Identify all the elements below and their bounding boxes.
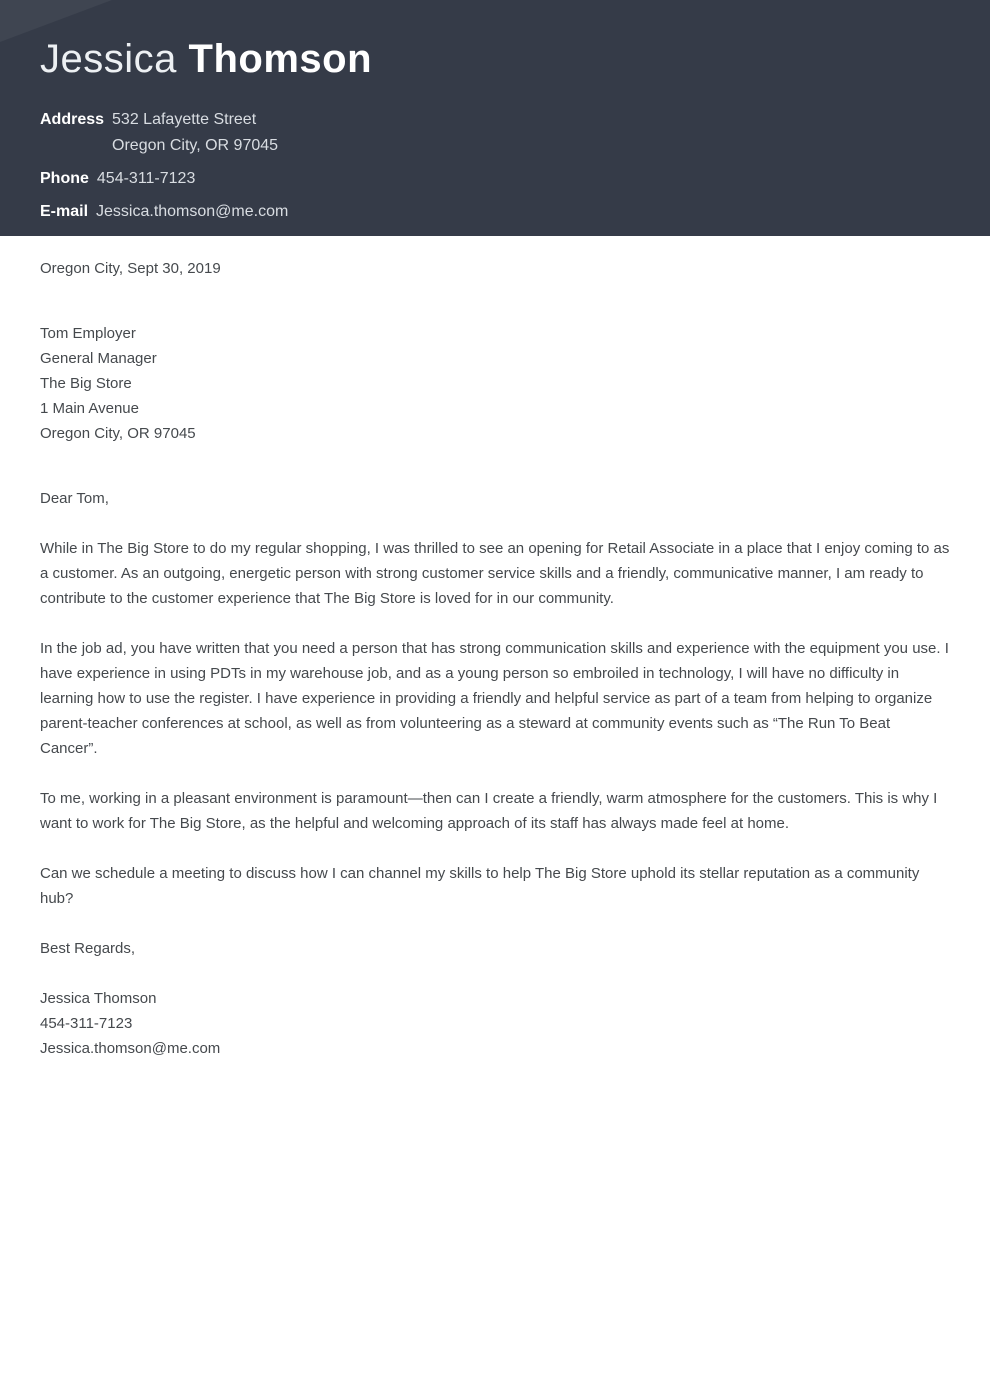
candidate-name	[40, 36, 950, 82]
paragraph-call-to-action: Can we schedule a meeting to discuss how I can channel my skills to help The Big Store uphold its stellar reputation as a community hub?	[40, 865, 920, 907]
contact-row-email	[40, 199, 950, 225]
recipient-company: The Big Store	[40, 375, 132, 392]
contact-row-address	[40, 107, 950, 159]
recipient-city: Oregon City, OR 97045	[40, 425, 196, 442]
signature-email: Jessica.thomson@me.com	[40, 1040, 221, 1057]
address-label: Address	[40, 111, 105, 128]
signature-block	[40, 986, 950, 1061]
phone-label: Phone	[40, 170, 89, 187]
candidate-last-name: Thomson	[188, 37, 372, 81]
salutation: Dear Tom,	[40, 490, 109, 507]
letter-header	[0, 0, 990, 236]
contact-row-phone	[40, 166, 950, 192]
address-value	[112, 107, 278, 159]
letter-body	[0, 236, 990, 1061]
paragraph-motivation: To me, working in a pleasant environment is paramount—then can I create a friendly, warm atmosphere for the customers. This is why I want to work for The Big Store, as the helpful and welcoming approach of its staff has always made feel at home.	[40, 790, 938, 832]
recipient-street: 1 Main Avenue	[40, 400, 139, 417]
address-line-1: 532 Lafayette Street	[112, 111, 257, 128]
recipient-title: General Manager	[40, 350, 157, 367]
address-line-2: Oregon City, OR 97045	[112, 137, 279, 154]
date-line: Oregon City, Sept 30, 2019	[40, 260, 221, 277]
email-label: E-mail	[40, 203, 89, 220]
recipient-name: Tom Employer	[40, 325, 136, 342]
paragraph-experience: In the job ad, you have written that you need a person that has strong communication skills and experience with the equipment you use. I have experience in using PDTs in my warehouse job, and as a young person so embroiled in technology, I will have no difficulty in learning how to use the register. I have experience in providing a friendly and helpful service as part of a team from helping to organize parent-teacher conferences at school, as well as from volunteering as a steward at community events such as “The Run To Beat Cancer”.	[40, 640, 949, 757]
recipient-block	[40, 321, 950, 446]
email-value: Jessica.thomson@me.com	[96, 203, 289, 220]
signature-phone: 454-311-7123	[40, 1015, 133, 1032]
closing: Best Regards,	[40, 940, 136, 957]
paragraph-intro: While in The Big Store to do my regular shopping, I was thrilled to see an opening for Retail Associate in a place that I enjoy coming to as a customer. As an outgoing, energetic person with strong customer service skills and a friendly, communicative manner, I am ready to contribute to the customer experience that The Big Store is loved for in our community.	[40, 540, 950, 607]
signature-name: Jessica Thomson	[40, 990, 157, 1007]
candidate-first-name: Jessica	[40, 37, 177, 81]
phone-value: 454-311-7123	[96, 170, 196, 187]
